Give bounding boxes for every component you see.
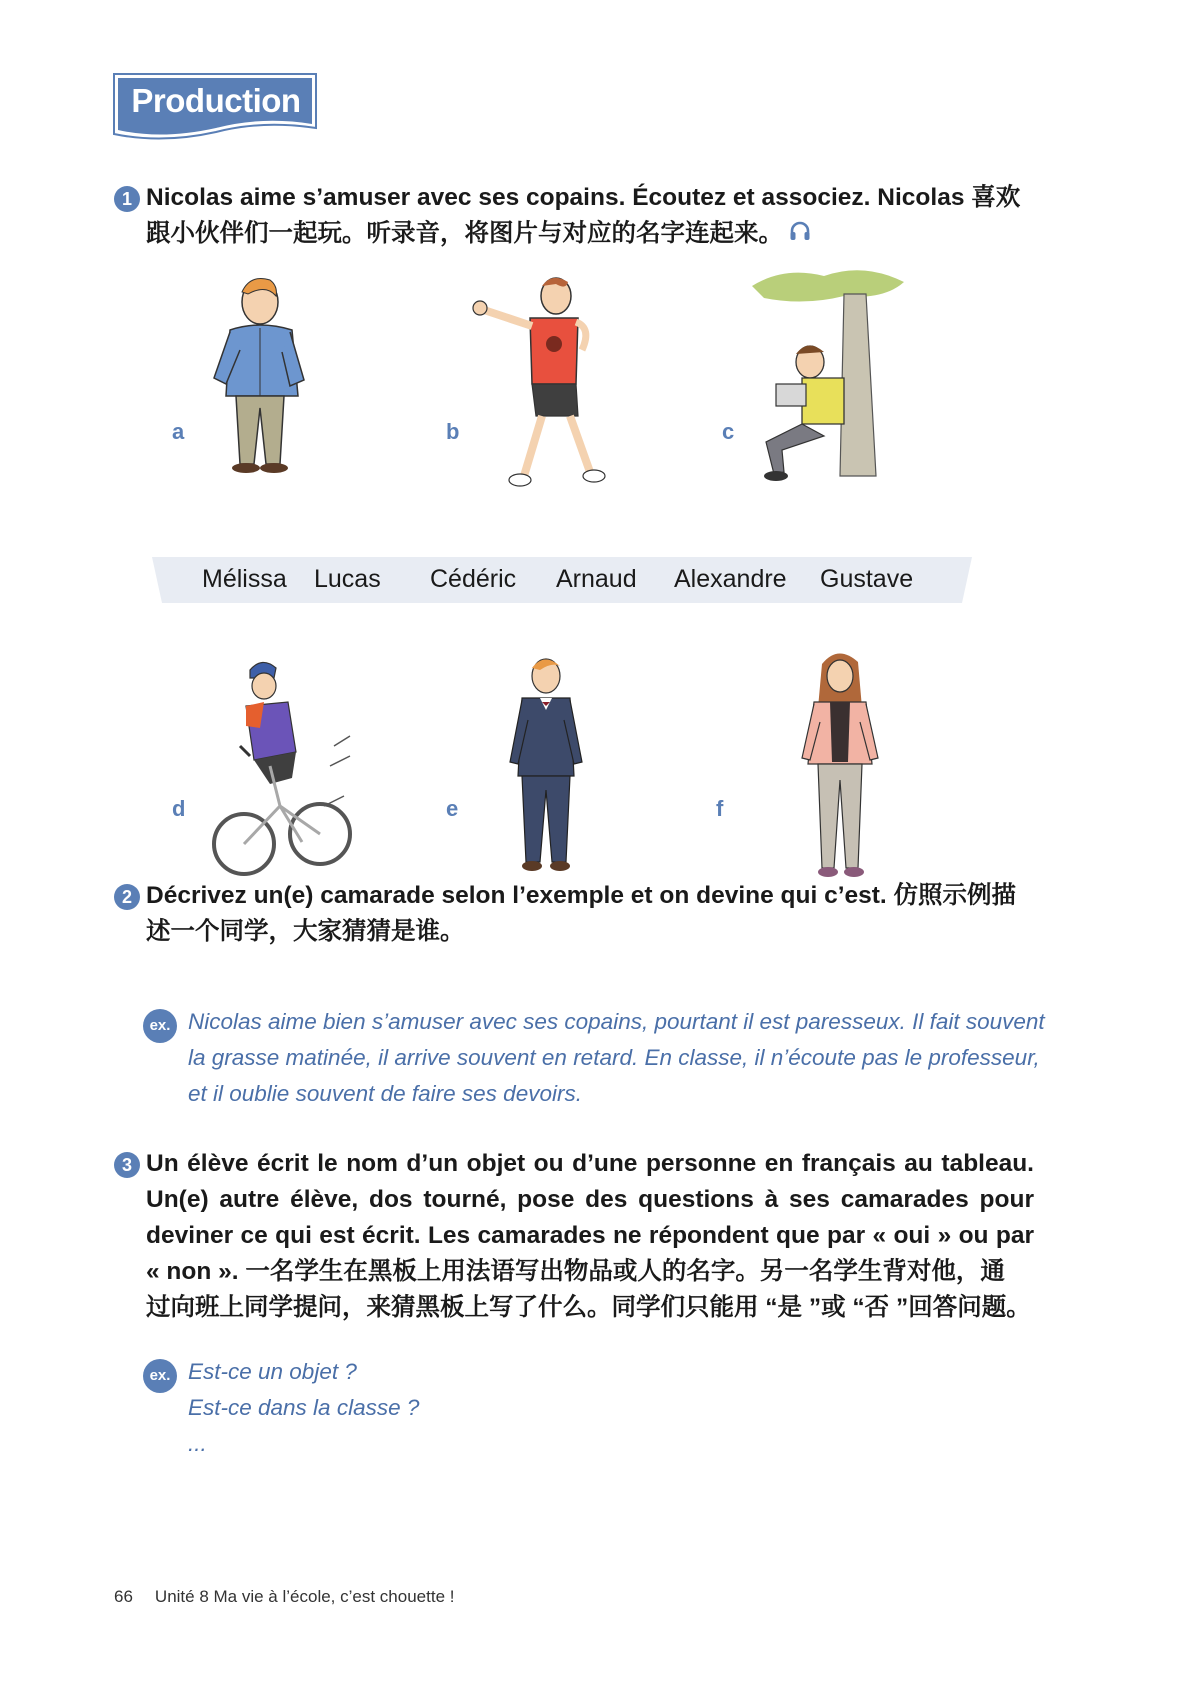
exercise-number-badge: 1 — [114, 186, 140, 212]
headphones-icon[interactable] — [789, 217, 811, 253]
picture-label-c: c — [722, 419, 735, 444]
example-line: Est-ce un objet ? — [188, 1359, 357, 1384]
exercise-3-instruction — [146, 1146, 1034, 1326]
example-badge: ex. — [143, 1009, 177, 1043]
page-number: 66 — [114, 1587, 133, 1606]
exercise-number-badge: 3 — [114, 1152, 140, 1178]
instruction-line: Décrivez un(e) camarade selon l’exemple et on devine qui c’est. 仿照示例描 — [146, 882, 1017, 909]
page-footer — [114, 1587, 454, 1607]
name-option[interactable]: Arnaud — [556, 565, 637, 593]
name-option[interactable]: Gustave — [820, 565, 914, 593]
banner-title: Production — [131, 82, 301, 119]
picture-label-e: e — [446, 796, 459, 821]
instruction-line: Un élève écrit le nom d’un objet ou d’une personne en français au tableau. — [146, 1150, 1034, 1177]
names-band — [152, 557, 972, 603]
name-option[interactable]: Mélissa — [202, 565, 287, 593]
section-banner — [112, 72, 320, 146]
name-option[interactable]: Alexandre — [674, 565, 787, 593]
illustration-cyclist — [210, 656, 360, 891]
picture-label-a: a — [172, 419, 185, 444]
instruction-line: 跟小伙伴们一起玩。听录音，将图片与对应的名字连起来。 — [146, 216, 1020, 253]
instruction-line: 过向班上同学提问，来猜黑板上写了什么。同学们只能用 “是 ”或 “否 ”回答问题。 — [146, 1294, 1031, 1321]
example-badge: ex. — [143, 1359, 177, 1393]
instruction-line: Nicolas aime s’amuser avec ses copains. Écoutez et associez. Nicolas 喜欢 — [146, 184, 1021, 211]
exercise-2-instruction — [146, 878, 1016, 950]
illustration-girl-pink-jacket — [792, 646, 888, 891]
illustration-boy-plaid-suit — [500, 650, 590, 887]
example-line: et il oublie souvent de faire ses devoirs. — [188, 1081, 582, 1106]
name-option[interactable]: Lucas — [314, 565, 381, 593]
illustration-boy-red-shirt — [466, 266, 606, 501]
example-line: ... — [188, 1431, 207, 1456]
picture-label-b: b — [446, 419, 460, 444]
picture-label-f: f — [716, 796, 724, 821]
instruction-line: deviner ce qui est écrit. Les camarades ne répondent que par « oui » ou par — [146, 1222, 1034, 1249]
exercise-2-example — [188, 1004, 1045, 1112]
name-option[interactable]: Cédéric — [430, 565, 517, 593]
illustration-boy-blue-jacket — [200, 268, 320, 493]
instruction-line: 述一个同学，大家猜猜是谁。 — [146, 918, 465, 945]
instruction-line: Un(e) autre élève, dos tourné, pose des questions à ses camarades pour — [146, 1186, 1034, 1213]
example-line: la grasse matinée, il arrive souvent en retard. En classe, il n’écoute pas le professeur, — [188, 1045, 1040, 1070]
exercise-3-example — [188, 1354, 419, 1462]
unit-title: Unité 8 Ma vie à l’école, c’est chouette ! — [154, 1587, 455, 1606]
instruction-line: « non ». 一名学生在黑板上用法语写出物品或人的名字。另一名学生背对他，通 — [146, 1258, 1005, 1285]
illustration-boy-reading-under-tree — [744, 266, 914, 501]
exercise-number-badge: 2 — [114, 884, 140, 910]
example-line: Nicolas aime bien s’amuser avec ses copains, pourtant il est paresseux. Il fait souvent — [188, 1009, 1045, 1034]
picture-label-d: d — [172, 796, 186, 821]
example-line: Est-ce dans la classe ? — [188, 1395, 420, 1420]
exercise-1-instruction — [146, 180, 1020, 253]
